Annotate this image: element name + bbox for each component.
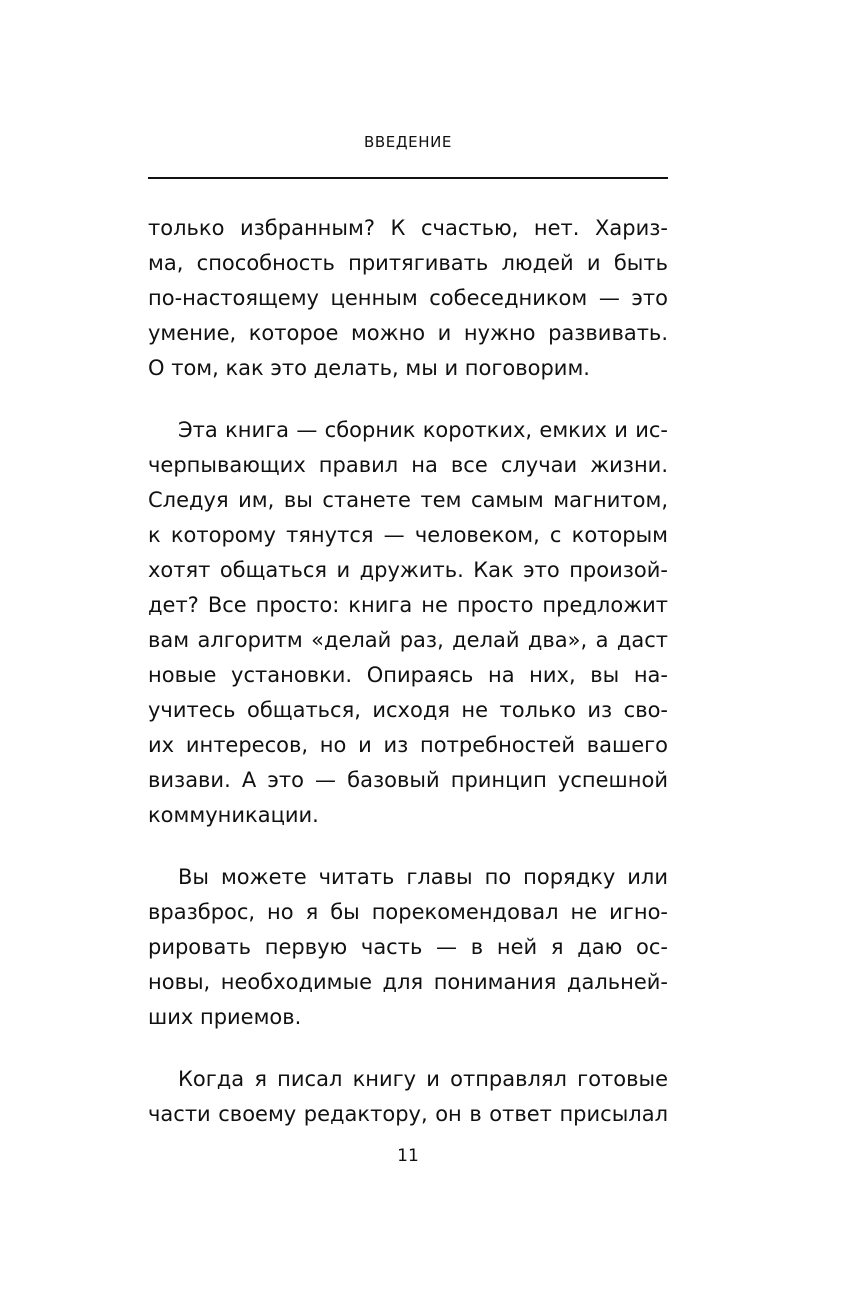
text-line: их интересов, но и из потребностей вашего bbox=[148, 733, 668, 757]
text-line: коммуникации. bbox=[148, 803, 319, 827]
text-line: к которому тянутся — человеком, с которым bbox=[148, 523, 668, 547]
text-line: Следуя им, вы станете тем самым магнитом, bbox=[148, 488, 668, 512]
paragraph-3 bbox=[148, 860, 668, 1035]
text-line: рировать первую часть — в ней я даю ос- bbox=[148, 935, 668, 959]
text-line: части своему редактору, он в ответ присылал bbox=[148, 1102, 668, 1126]
text-line: умение, которое можно и нужно развивать. bbox=[148, 321, 668, 345]
text-line: Вы можете читать главы по порядку или bbox=[178, 865, 668, 889]
text-line: хотят общаться и дружить. Как это произой- bbox=[148, 558, 668, 582]
text-line: Эта книга — сборник коротких, емких и ис- bbox=[178, 418, 668, 442]
text-line: черпывающих правил на все случаи жизни. bbox=[148, 453, 668, 477]
paragraph-1 bbox=[148, 211, 668, 386]
running-head: ВВЕДЕНИЕ bbox=[363, 133, 453, 151]
text-line: дет? Все просто: книга не просто предложит bbox=[148, 593, 668, 617]
text-line: Когда я писал книгу и отправлял готовые bbox=[178, 1067, 668, 1091]
text-line: новые установки. Опираясь на них, вы на- bbox=[148, 663, 668, 687]
text-line: визави. А это — базовый принцип успешной bbox=[148, 768, 668, 792]
page-number: 11 bbox=[397, 1146, 419, 1166]
text-line: вам алгоритм «делай раз, делай два», а даст bbox=[148, 628, 668, 652]
text-line: по-настоящему ценным собеседником — это bbox=[148, 286, 668, 310]
text-line: только избранным? К счастью, нет. Хариз- bbox=[148, 216, 668, 240]
text-line: вразброс, но я бы порекомендовал не игно- bbox=[148, 900, 668, 924]
text-line: ших приемов. bbox=[148, 1005, 302, 1029]
text-line: учитесь общаться, исходя не только из сво- bbox=[148, 698, 668, 722]
body-text bbox=[148, 211, 668, 1159]
text-line: О том, как это делать, мы и поговорим. bbox=[148, 356, 590, 380]
header-rule bbox=[148, 177, 668, 179]
text-line: ма, способность притягивать людей и быть bbox=[148, 251, 668, 275]
text-line: новы, необходимые для понимания дальней- bbox=[148, 970, 668, 994]
paragraph-2 bbox=[148, 413, 668, 833]
paragraph-4 bbox=[148, 1062, 668, 1132]
